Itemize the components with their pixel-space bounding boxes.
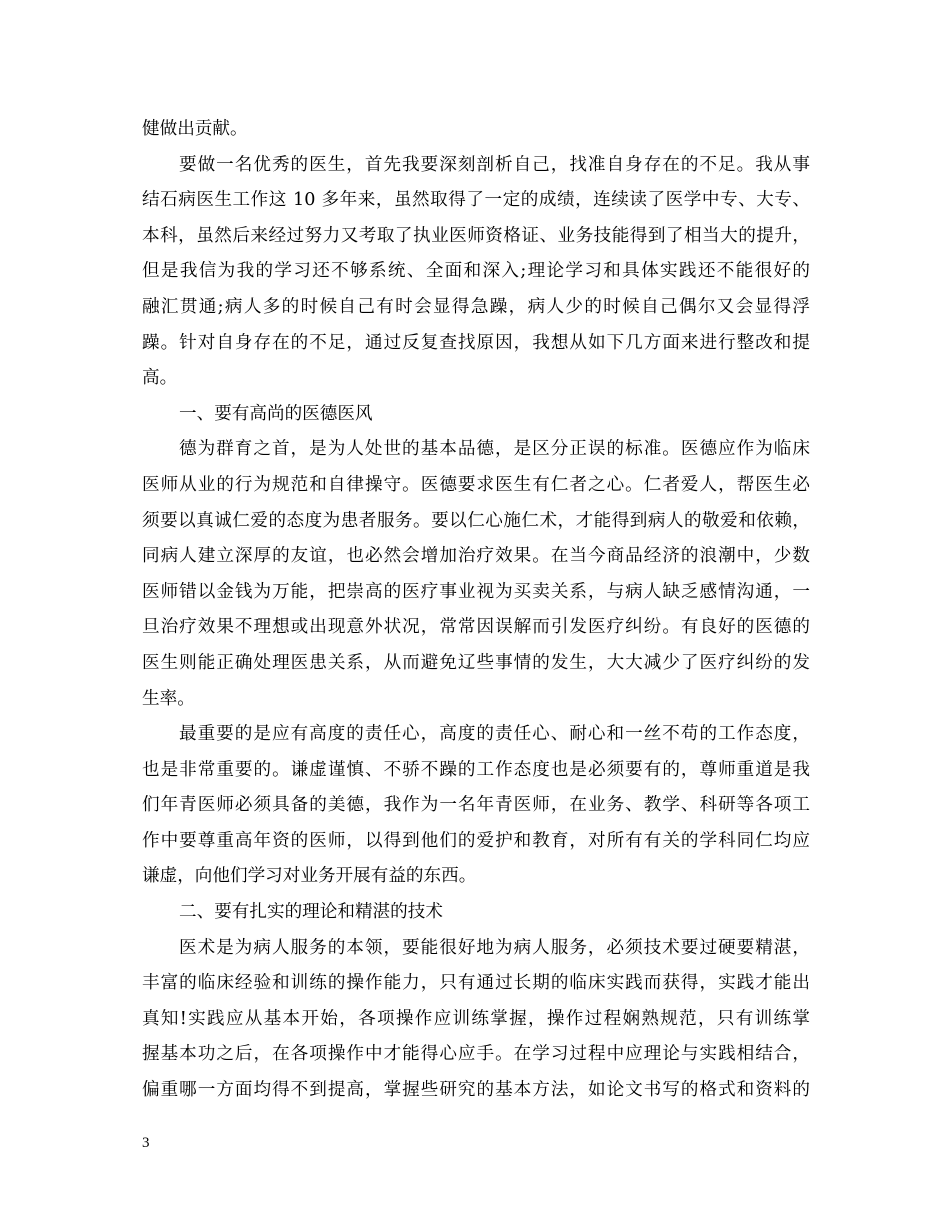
text-line: 同病人建立深厚的友谊，也必然会增加治疗效果。在当今商品经济的浪潮中，少数	[142, 546, 810, 567]
text-line: 结石病医生工作这 10 多年来，虽然取得了一定的成绩，连续读了医学中专、大专、	[142, 190, 810, 211]
text-line: 丰富的临床经验和训练的操作能力，只有通过长期的临床实践而获得，实践才能出	[142, 973, 810, 994]
page-number: 3	[142, 1135, 150, 1151]
document-body	[142, 112, 810, 1109]
text-line: 德为群育之首，是为人处世的基本品德，是区分正误的标准。医德应作为临床	[179, 439, 810, 460]
text-line: 作中要尊重高年资的医师，以得到他们的爱护和教育，对所有有关的学科同仁均应	[142, 830, 810, 851]
text-line: 一、要有高尚的医德医风	[179, 403, 373, 424]
text-line: 最重要的是应有高度的责任心，高度的责任心、耐心和一丝不苟的工作态度，	[179, 724, 810, 745]
text-line: 旦治疗效果不理想或出现意外状况，常常因误解而引发医疗纠纷。有良好的医德的	[142, 617, 810, 638]
text-line: 握基本功之后，在各项操作中才能得心应手。在学习过程中应理论与实践相结合，	[142, 1044, 810, 1065]
text-line: 偏重哪一方面均得不到提高，掌握些研究的基本方法，如论文书写的格式和资料的	[142, 1080, 810, 1101]
text-line: 医生则能正确处理医患关系，从而避免辽些事情的发生，大大减少了医疗纠纷的发	[142, 652, 810, 673]
text-line: 躁。针对自身存在的不足，通过反复查找原因，我想从如下几方面来进行整改和提	[142, 332, 810, 353]
text-line: 高。	[142, 368, 178, 389]
text-line: 生率。	[142, 688, 195, 709]
text-line: 医师从业的行为规范和自律操守。医德要求医生有仁者之心。仁者爱人，帮医生必	[142, 474, 810, 495]
text-line: 二、要有扎实的理论和精湛的技术	[179, 902, 443, 923]
text-line: 真知!实践应从基本开始，各项操作应训练掌握，操作过程娴熟规范，只有训练掌	[142, 1008, 810, 1029]
text-line: 要做一名优秀的医生，首先我要深刻剖析自己，找准自身存在的不足。我从事	[179, 154, 810, 175]
text-line: 医师错以金钱为万能，把崇高的医疗事业视为买卖关系，与病人缺乏感情沟通，一	[142, 581, 810, 602]
text-line: 医术是为病人服务的本领，要能很好地为病人服务，必须技术要过硬要精湛，	[179, 937, 810, 958]
text-line: 但是我信为我的学习还不够系统、全面和深入;理论学习和具体实践还不能很好的	[142, 261, 810, 282]
text-line: 本科，虽然后来经过努力又考取了执业医师资格证、业务技能得到了相当大的提升，	[142, 225, 810, 246]
text-line: 们年青医师必须具备的美德，我作为一名年青医师，在业务、教学、科研等各项工	[142, 795, 810, 816]
text-line: 融汇贯通;病人多的时候自己有时会显得急躁，病人少的时候自己偶尔又会显得浮	[142, 296, 810, 317]
text-line: 也是非常重要的。谦虚谨慎、不骄不躁的工作态度也是必须要有的，尊师重道是我	[142, 759, 810, 780]
text-line: 健做出贡献。	[142, 119, 248, 139]
text-line: 谦虚，向他们学习对业务开展有益的东西。	[142, 866, 477, 887]
text-line: 须要以真诚仁爱的态度为患者服务。要以仁心施仁术，才能得到病人的敬爱和依赖，	[142, 510, 810, 531]
